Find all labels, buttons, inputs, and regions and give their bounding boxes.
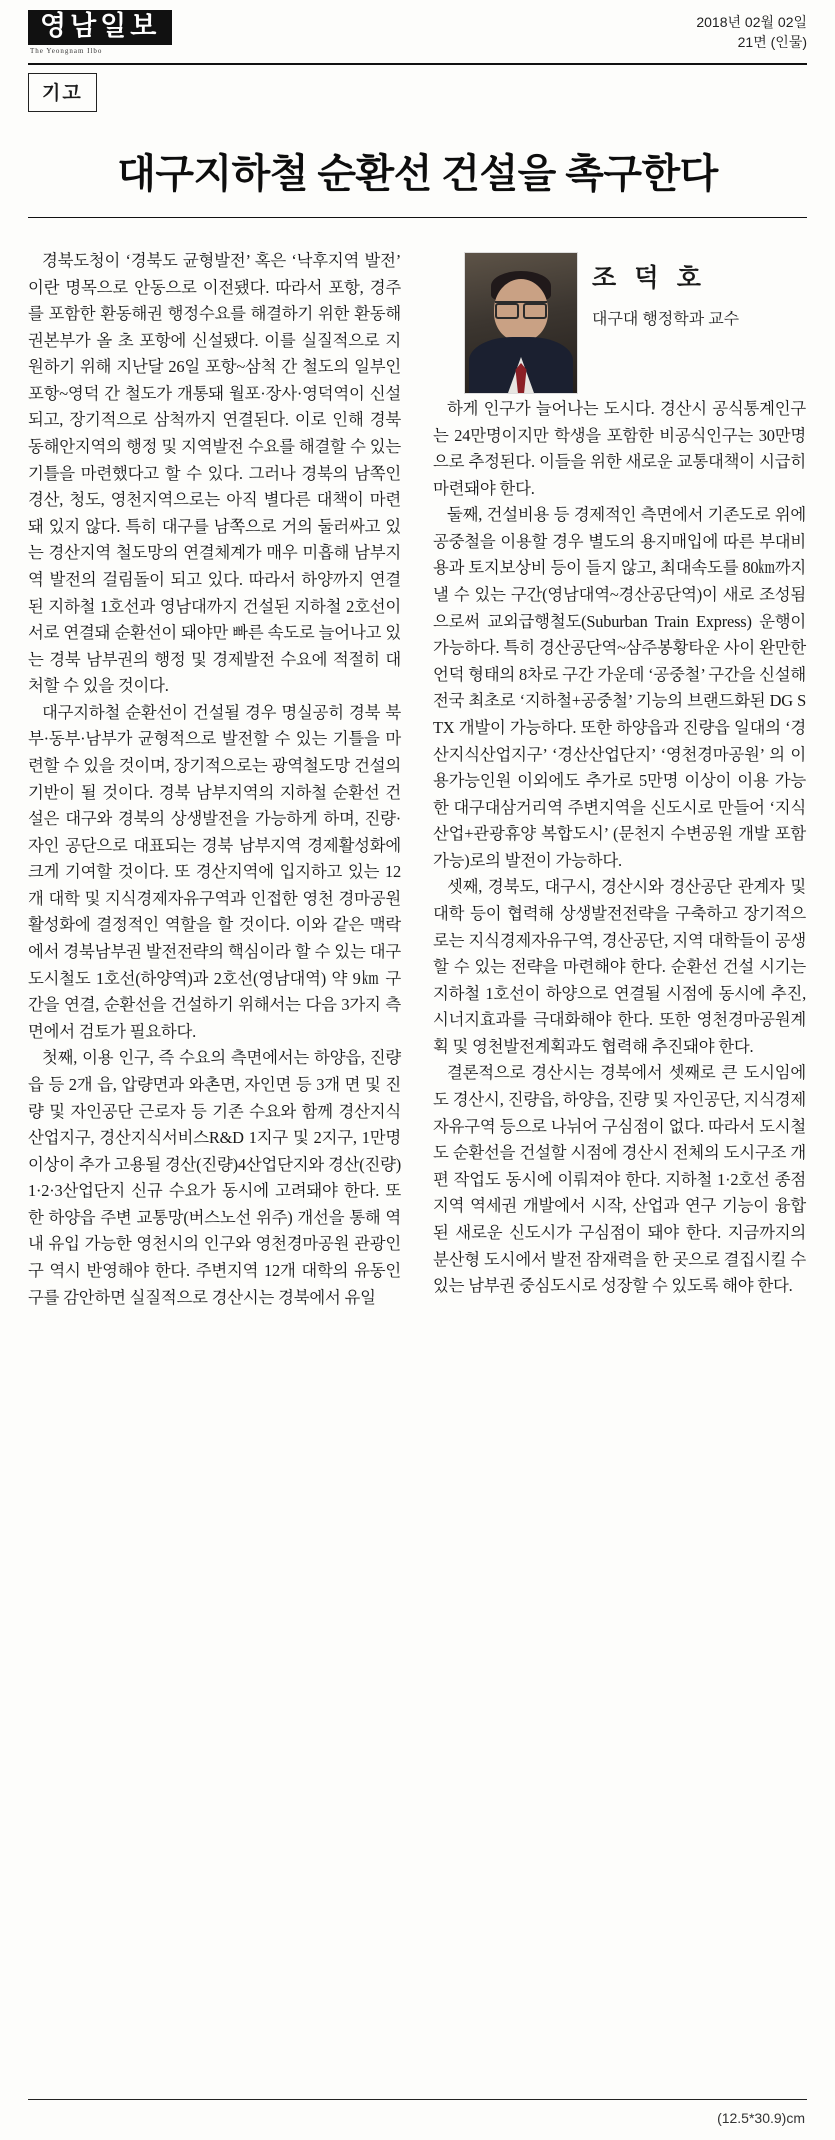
paragraph: 대구지하철 순환선이 건설될 경우 명실공히 경북 북부·동부·남부가 균형적으로 발전할 수 있는 기틀을 마련할 수 있을 것이며, 장기적으로는 광역철도망 건설의 기반이 될 것이다. 경북 남부지역의 지하철 순환선 건설은 대구와 경북의 상생발전을 가능하게 하며, 진량·자인 공단으로 대표되는 경북 남부지역 경제활성화에 크게 기여할 것이다. 또 경산지역에 입지하고 있는 12개 대학 및 지식경제자유구역과 인접한 영천 경마공원 활성화에 결정적인 역할을 할 것이다. 이와 같은 맥락에서 경북남부권 발전전략의 핵심이라 할 수 있는 대구도시철도 1호선(하양역)과 2호선(영남대역) 약 9㎞ 구간을 연결, 순환선을 건설하기 위해서는 다음 3가지 측면에서 검토가 필요하다.	[28, 702, 401, 1041]
paragraph: 경북도청이 ‘경북도 균형발전’ 혹은 ‘낙후지역 발전’ 이란 명목으로 안동으로 이전됐다. 따라서 포항, 경주를 포함한 환동해권 행정수요를 해결하기 위한 환동해권본부가 올 초 포항에 신설됐다. 이를 실질적으로 지원하기 위해 지난달 26일 포항~삼척 간 철도의 일부인 포항~영덕 간 철도가 개통돼 월포·장사·영덕역이 신설되고, 장기적으로 삼척까지 연결된다. 이로 인해 경북 동해안지역의 행정 및 지역발전 수요를 해결할 수 있는 기틀을 마련했다고 할 수 있다. 그러나 경북의 남쪽인 경산, 청도, 영천지역으로는 아직 별다른 대책이 마련돼 있지 않다. 특히 대구를 남쪽으로 거의 둘러싸고 있는 경산지역 철도망의 연결체계가 매우 미흡해 남부지역 발전의 걸림돌이 되고 있다. 따라서 하양까지 연결된 지하철 1호선과 영남대까지 건설된 지하철 2호선이 서로 연결돼 순환선이 돼야만 빠른 속도로 늘어나고 있는 경북 남부권의 행정 및 경제발전 수요에 적절히 대처할 수 있을 것이다.	[28, 251, 401, 696]
newspaper-logo	[28, 10, 172, 55]
paragraph: 첫째, 이용 인구, 즉 수요의 측면에서는 하양읍, 진량읍 등 2개 읍, 압량면과 와촌면, 자인면 등 3개 면 및 진량 및 자인공단 근로자 등 기존 수요와 함께 경산지식산업지구, 경산지식서비스R&D 1지구 및 2지구, 1만명 이상이 추가 고용될 경산(진량)4산업단지와 경산(진량)1·2·3산업단지 신규 수요가 동시에 고려돼야 한다. 또한 하양읍 주변 교통망(버스노선 위주) 개선을 통해 역내 유입 가능한 영천시의 인구와 영천경마공원 관광인구 역시 반영해야 한다. 주변지역 12개 대학의 유동인구를 감안하면 실질적으로 경산시는 경북에서 유일	[28, 1048, 401, 1307]
paragraph: 하게 인구가 늘어나는 도시다. 경산시 공식통계인구는 24만명이지만 학생을 포함한 비공식인구는 30만명으로 추정된다. 이들을 위한 새로운 교통대책이 시급히 마련돼야 한다.	[433, 399, 806, 498]
paragraph: 결론적으로 경산시는 경북에서 셋째로 큰 도시임에도 경산시, 진량읍, 하양읍, 진량 및 자인공단, 지식경제자유구역 등으로 나뉘어 구심점이 없다. 따라서 도시철도 순환선을 건설할 시점에 경산시 전체의 도시구조 개편 작업도 동시에 이뤄져야 한다. 지하철 1·2호선 종점지역 역세권 개발에서 시작, 산업과 연구 기능이 융합된 새로운 신도시가 구심점이 돼야 한다. 지금까지의 분산형 도시에서 발전 잠재력을 한 곳으로 결집시킬 수 있는 남부권 중심도시로 성장할 수 있도록 해야 한다.	[433, 1063, 806, 1296]
article-body	[28, 248, 807, 2058]
column-left	[28, 248, 401, 2058]
bottom-divider	[28, 2099, 807, 2100]
size-note: (12.5*30.9)cm	[717, 2110, 805, 2126]
page-title: 대구지하철 순환선 건설을 촉구한다	[117, 151, 718, 196]
author-name: 조 덕 호	[592, 265, 707, 292]
section-tag-row	[28, 65, 807, 116]
paragraph: 셋째, 경북도, 대구시, 경산시와 경산공단 관계자 및 대학 등이 협력해 상생발전전략을 구축하고 장기적으로는 지식경제자유구역, 경산공단, 지역 대학들이 공생할 수 있는 전략을 마련해야 한다. 순환선 건설 시기는 지하철 1호선이 하양으로 연결될 시점에 동시에 추진, 시너지효과를 극대화해야 한다. 또한 영천경마공원계획 및 영천발전계획과도 협력해 추진돼야 한다.	[433, 877, 806, 1056]
paragraph: 둘째, 건설비용 등 경제적인 측면에서 기존도로 위에 공중철을 이용할 경우 별도의 용지매입에 따른 부대비용과 토지보상비 등이 들지 않고, 최대속도를 80㎞까지 낼 수 있는 구간(영남대역~경산공단역)이 새로 조성됨으로써 교외급행철도(Suburban Train Express) 운행이 가능하다. 특히 경산공단역~삼주봉황타운 사이 완만한 언덕 형태의 8차로 구간 가운데 ‘공중철’ 구간을 신설해 전국 최초로 ‘지하철+공중철’ 기능의 브랜드화된 DG STX 개발이 가능하다. 또한 하양읍과 진량읍 일대의 ‘경산지식산업지구’ ‘경산산업단지’ ‘영천경마공원’ 의 이용가능인원 이외에도 추가로 5만명 이상이 이용 가능한 대구대삼거리역 주변지역을 신도시로 만들어 ‘지식산업+관광휴양 복합도시’ (문천지 수변공원 개발 포함 가능)로의 발전이 가능하다.	[433, 505, 806, 870]
section-tag: 기고	[28, 73, 97, 112]
logo-subtext: The Yeongnam Ilbo	[30, 47, 103, 55]
masthead	[28, 0, 807, 61]
photo-gap-spacer	[433, 248, 806, 396]
headline-divider	[28, 217, 807, 218]
issue-date: 2018년 02월 02일	[696, 14, 807, 30]
page-number: 21면 (인물)	[737, 34, 807, 51]
issue-info	[696, 10, 807, 53]
author-title: 대구대 행정학과 교수	[592, 311, 740, 328]
column-right	[433, 248, 806, 2058]
logo-text: 영남일보	[28, 10, 172, 45]
